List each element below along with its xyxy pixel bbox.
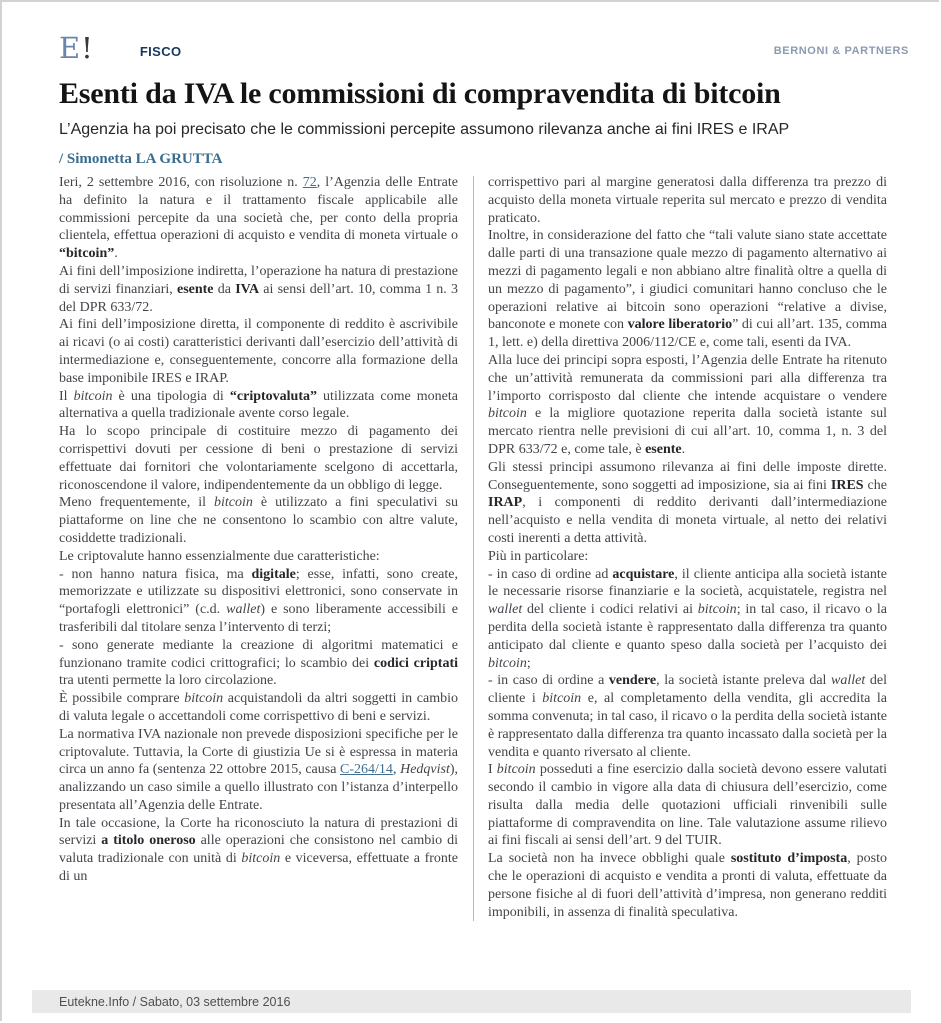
paragraph	[59, 548, 458, 566]
text-run: bitcoin	[488, 655, 527, 671]
footer-bar	[32, 990, 911, 1013]
text-run: - in caso di ordine ad	[488, 566, 613, 582]
text-run: ai sensi dell’art. 10, comma 1 n. 3 del DPR 633/72.	[59, 281, 459, 315]
text-run: - non hanno natura fisica, ma	[59, 566, 252, 582]
paragraph	[59, 316, 458, 387]
text-run: Ai fini dell’imposizione diretta, il componente di reddito è ascrivibile ai ricavi (o ai costi) caratteristici derivanti dall’esercizio dell’attività di intermediazione e, conseguentemente, concorre alla formazione della base imponibile IRES e IRAP.	[59, 317, 458, 386]
paragraph	[488, 566, 887, 673]
text-run: , la società istante preleva dal	[656, 673, 832, 689]
text-run: , i componenti di reddito derivanti dall’intermediazione nell’acquisto e nella vendita di moneta virtuale, al netto dei relativi costi inerenti a detta attività.	[488, 495, 887, 546]
text-run: , posto che le operazioni di acquisto e vendita a pronti di valuta, effettuate da persone fisiche al di fuori dell’attività d’impresa, non generano redditi imponibili, in assenza di finalità speculativa.	[488, 851, 887, 920]
text-run: wallet	[831, 673, 866, 689]
text-run: bitcoin	[241, 851, 281, 867]
paragraph	[59, 423, 458, 494]
paragraph	[488, 227, 887, 352]
text-run: e viceversa, effettuate a fronte di un	[59, 851, 458, 885]
text-run: digitale	[251, 566, 296, 582]
logo-exclamation-mark: !	[81, 31, 94, 65]
text-run: da	[213, 281, 236, 297]
text-run: Inoltre, in considerazione del fatto che “tali valute siano state accettate dalle parti di una transazione quale mezzo di pagamento alternativo ai mezzi di pagamento legali e non abbiano altre finalità oltre a quella di un mezzo di pagamento”, i giudici comunitari hanno concluso che le operazioni relative ai bitcoin sono operazioni “relative a divise, banconote e monete con	[488, 228, 887, 333]
text-run: ) e sono liberamente accessibili e trasferibili dal titolare senza l’intervento di terzi;	[59, 602, 458, 635]
text-run: bitcoin	[214, 495, 253, 511]
article-subtitle: L’Agenzia ha poi precisato che le commissioni percepite assumono rilevanza anche ai fini IRES e IRAP	[59, 121, 790, 138]
text-run: bitcoin	[184, 691, 224, 707]
text-run: .	[681, 441, 686, 457]
paragraph	[59, 263, 458, 316]
paragraph	[488, 352, 887, 459]
paragraph	[59, 174, 458, 263]
text-run: corrispettivo pari al margine generatosi dalla differenza tra prezzo di acquisto della moneta virtuale reperita sul mercato e prezzo di vendita praticato.	[488, 175, 887, 226]
text-run: bitcoin	[488, 406, 527, 422]
text-run: Le criptovalute hanno essenzialmente due caratteristiche:	[59, 548, 380, 564]
text-run: acquistare	[612, 566, 675, 582]
article-body	[59, 174, 913, 921]
article-title: Esenti da IVA le commissioni di compravendita di bitcoin	[59, 77, 781, 110]
text-run: “bitcoin”	[59, 246, 115, 262]
text-run: wallet	[488, 602, 523, 618]
text-run: utilizzata come moneta alternativa a quella tradizionale avente corso legale.	[59, 388, 459, 422]
text-run: e, al completamento della vendita, gli accredita la somma convenuta; in tal caso, il ricavo o la perdita della società istante è rappresentato dalla differenza tra quanto incassato dalla società per la vendita e quanto riversato al cliente.	[488, 691, 887, 760]
text-run: ), analizzando un caso simile a quello illustrato con l’istanza d’interpello presentata all’Agenzia delle Entrate.	[59, 762, 459, 813]
logo-letter: E	[59, 31, 82, 65]
paragraph	[59, 566, 458, 637]
text-run: ” di cui all’art. 135, comma 1, lett. e) della direttiva 2006/112/CE e, come tali, esenti da IVA.	[488, 317, 888, 351]
text-run: posseduti a fine esercizio dalla società devono essere valutati secondo il cambio in vigore alla data di chiusura dell’esercizio, come risulta dalla media delle quotazioni ufficiali rinvenibili sulle piattaforme di compravendita on line. Tale valutazione assume rilievo ai fini fiscali ai sensi dell’art. 9 del TUIR.	[488, 762, 887, 849]
text-run: Alla luce dei principi sopra esposti, l’Agenzia delle Entrate ha ritenuto che un’attività remunerata da commissioni pari alla differenza tra l’importo corrisposto dal cliente che intende acquistare o vendere	[488, 352, 887, 404]
text-run: Ai fini dell’imposizione indiretta, l’operazione ha natura di prestazione di servizi finanziari,	[59, 263, 458, 297]
text-run: è utilizzato a fini speculativi su piattaforme on line che ne consentono lo scambio con altre valute, cosiddette tradizionali.	[59, 495, 458, 546]
text-run: bitcoin	[73, 388, 113, 404]
paragraph	[59, 388, 458, 424]
text-run: “criptovaluta”	[229, 388, 317, 404]
text-run: wallet	[226, 602, 261, 618]
article-author: / Simonetta LA GRUTTA	[59, 151, 223, 167]
text-run: La normativa IVA nazionale non prevede disposizioni specifiche per le criptovalute. Tuttavia, la Corte di giustizia Ue si è espressa in materia circa un anno fa (sentenza 22 ottobre 2015, causa	[59, 726, 458, 778]
text-run: acquistandoli da altri soggetti in cambio di valuta legale o accettandoli come corrispettivo di beni e servizi.	[59, 691, 458, 724]
paragraph	[488, 459, 887, 548]
text-run: .	[114, 246, 118, 262]
text-run: esente	[645, 441, 682, 457]
text-run: IVA	[235, 281, 260, 297]
text-run: IRES	[830, 477, 864, 493]
paragraph	[59, 815, 458, 886]
text-run: Meno frequentemente, il	[59, 495, 215, 511]
inline-link[interactable]: 72	[302, 175, 317, 190]
text-run: bitcoin	[697, 602, 737, 618]
paragraph	[59, 637, 458, 690]
column-right	[488, 174, 887, 921]
paragraph	[59, 494, 458, 547]
paragraph	[488, 761, 887, 850]
text-run: alle operazioni che consistono nel cambio di valuta tradizionale con unità di	[59, 833, 459, 867]
header	[2, 2, 939, 65]
text-run: ;	[526, 655, 531, 671]
text-run: Più in particolare:	[488, 548, 589, 564]
text-run: Hedqvist	[400, 762, 450, 778]
text-run: Gli stessi principi assumono rilevanza ai fini delle imposte dirette. Conseguentemente, sono soggetti ad imposizione, sia ai fini	[488, 459, 887, 493]
text-run: che	[863, 477, 887, 493]
text-run: e la migliore quotazione reperita dalla società istante sul mercato rientra nelle previsioni di cui all’art. 10, comma 1, n. 3 del DPR 633/72 e, come tale, è	[488, 406, 887, 457]
text-run: Ha lo scopo principale di costituire mezzo di pagamento dei corrispettivi dovuti per cessione di beni o prestazione di servizi effettuate dai fornitori che volontariamente scelgono di accettarla, riconoscendone il valore, indipendentemente da un obbligo di legge.	[59, 424, 458, 493]
text-run: codici criptati	[373, 655, 458, 671]
text-run: esente	[176, 281, 214, 297]
text-run: sostituto d’imposta	[730, 851, 848, 867]
paragraph	[488, 174, 887, 227]
text-run: è una tipologia di	[112, 388, 230, 404]
footer-text: Eutekne.Info / Sabato, 03 settembre 2016	[59, 994, 291, 1009]
paragraph	[488, 548, 887, 566]
text-run: È possibile comprare	[59, 691, 185, 707]
text-run: vendere	[608, 673, 657, 689]
text-run: ; in tal caso, il ricavo o la perdita della società istante è rappresentato dalla differenza tra quanto anticipato dal cliente e quanto speso dalla società per l’acquisto dei	[488, 602, 887, 653]
text-run: tra utenti permette la loro circolazione.	[59, 673, 277, 689]
text-run: IRAP	[488, 495, 523, 511]
text-run: Il	[59, 388, 74, 404]
column-left	[59, 174, 458, 921]
text-run: , l’Agenzia delle Entrate ha definito la natura e il trattamento fiscale applicabile alle commissioni percepite da una società che, per conto della propria clientela, effettua operazioni di acquisto e vendita di moneta virtuale o	[59, 175, 458, 244]
section-label-fisco: FISCO	[139, 44, 182, 59]
paragraph	[59, 690, 458, 726]
brand-label: BERNONI & PARTNERS	[773, 45, 909, 57]
text-run: I	[488, 762, 497, 778]
text-run: In tale occasione, la Corte ha riconosciuto la natura di prestazioni di servizi	[59, 815, 458, 849]
text-run: bitcoin	[542, 691, 582, 707]
text-run: - sono generate mediante la creazione di algoritmi matematici e funzionano tramite codici crittografici; lo scambio dei	[59, 637, 458, 671]
text-run: , il cliente anticipa alla società istante le necessarie risorse finanziarie e la società, acquistatele, registra nel	[488, 566, 887, 600]
paragraph	[59, 726, 458, 815]
text-run: valore liberatorio	[627, 317, 733, 333]
column-divider	[473, 176, 474, 921]
text-run: bitcoin	[496, 762, 536, 778]
eutekne-logo	[59, 31, 94, 65]
inline-link[interactable]: C-264/14	[340, 762, 393, 778]
paragraph	[488, 672, 887, 761]
text-run: Ieri, 2 settembre 2016, con risoluzione n.	[59, 175, 303, 190]
text-run: - in caso di ordine a	[488, 673, 609, 689]
text-run: del cliente i	[488, 673, 887, 707]
text-run: a titolo oneroso	[101, 833, 196, 849]
text-run: La società non ha invece obblighi quale	[488, 851, 731, 867]
text-run: del cliente i codici relativi ai	[522, 602, 698, 618]
paragraph	[488, 850, 887, 921]
text-run: ; esse, infatti, sono create, memorizzate e utilizzate su dispositivi elettronici, sono conservate in “portafogli elettronici” (c.d.	[59, 566, 458, 618]
text-run: ,	[392, 762, 401, 778]
